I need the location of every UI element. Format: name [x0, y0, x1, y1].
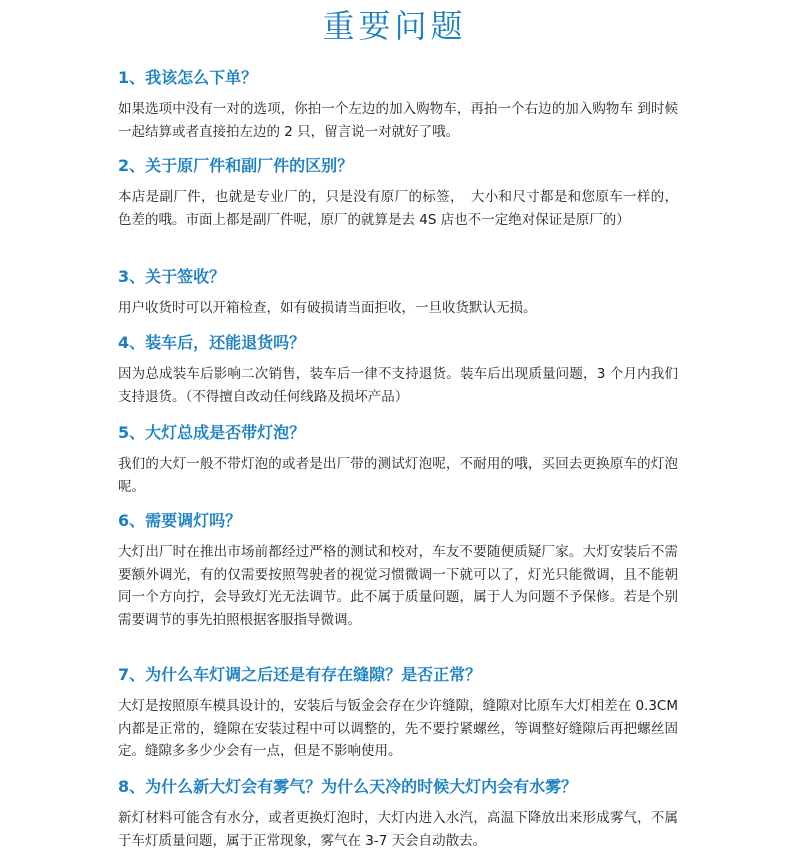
faq-item-4 [118, 331, 678, 408]
page-title: 重要问题 [322, 7, 467, 45]
faq-item-2 [118, 154, 678, 231]
faq-item-3 [118, 265, 678, 320]
question-heading: 4、装车后，还能退货吗？ [118, 333, 306, 352]
answer-text: 用户收货时可以开箱检查，如有破损请当面拒收，一旦收货默认无损。 [118, 300, 537, 316]
answer-text: 本店是副厂件，也就是专业厂的，只是没有原厂的标签， 大小和尺寸都是和您原车一样的，色差的哦。市面上都是副厂件呢，原厂的就算是去 4S 店也不一定绝对保证是原厂的） [118, 189, 678, 228]
answer-text: 新灯材料可能含有水分，或者更换灯泡时，大灯内进入水汽，高温下降放出来形成雾气，不属于车灯质量问题，属于正常现象，雾气在 3-7 天会自动散去。 [118, 810, 678, 849]
question-heading: 1、我该怎么下单？ [118, 68, 258, 87]
question-heading: 7、为什么车灯调之后还是有存在缝隙？是否正常？ [118, 665, 482, 684]
faq-item-6 [118, 509, 678, 631]
answer-text: 我们的大灯一般不带灯泡的或者是出厂带的测试灯泡呢，不耐用的哦，买回去更换原车的灯泡呢。 [118, 456, 678, 495]
question-heading: 2、关于原厂件和副厂件的区别？ [118, 156, 354, 175]
question-heading: 8、为什么新大灯会有雾气？为什么天冷的时候大灯内会有水雾？ [118, 777, 578, 796]
faq-item-8 [118, 775, 678, 852]
answer-text: 如果选项中没有一对的选项，你拍一个左边的加入购物车，再拍一个右边的加入购物车 到时候一起结算或者直接拍左边的 2 只，留言说一对就好了哦。 [118, 101, 678, 140]
faq-item-5 [118, 421, 678, 498]
answer-text: 大灯出厂时在推出市场前都经过严格的测试和校对，车友不要随便质疑厂家。大灯安装后不需要额外调光，有的仅需要按照驾驶者的视觉习惯微调一下就可以了，灯光只能微调，且不能朝同一个方向拧，会导致灯光无法调节。此不属于质量问题，属于人为问题不予保修。若是个别需要调节的事先拍照根据客服指导微调。 [118, 544, 678, 628]
question-heading: 6、需要调灯吗？ [118, 511, 242, 530]
answer-text: 大灯是按照原车模具设计的，安装后与钣金会存在少许缝隙，缝隙对比原车大灯相差在 0.3CM 内都是正常的，缝隙在安装过程中可以调整的，先不要拧紧螺丝，等调整好缝隙后再把螺丝固定。缝隙多多少少会有一点，但是不影响使用。 [118, 698, 678, 759]
faq-item-1 [118, 66, 678, 143]
answer-text: 因为总成装车后影响二次销售，装车后一律不支持退货。装车后出现质量问题，3 个月内我们支持退货。（不得擅自改动任何线路及损坏产品） [118, 366, 678, 405]
question-heading: 3、关于签收？ [118, 267, 226, 286]
question-heading: 5、大灯总成是否带灯泡？ [118, 423, 306, 442]
faq-item-7 [118, 663, 678, 763]
